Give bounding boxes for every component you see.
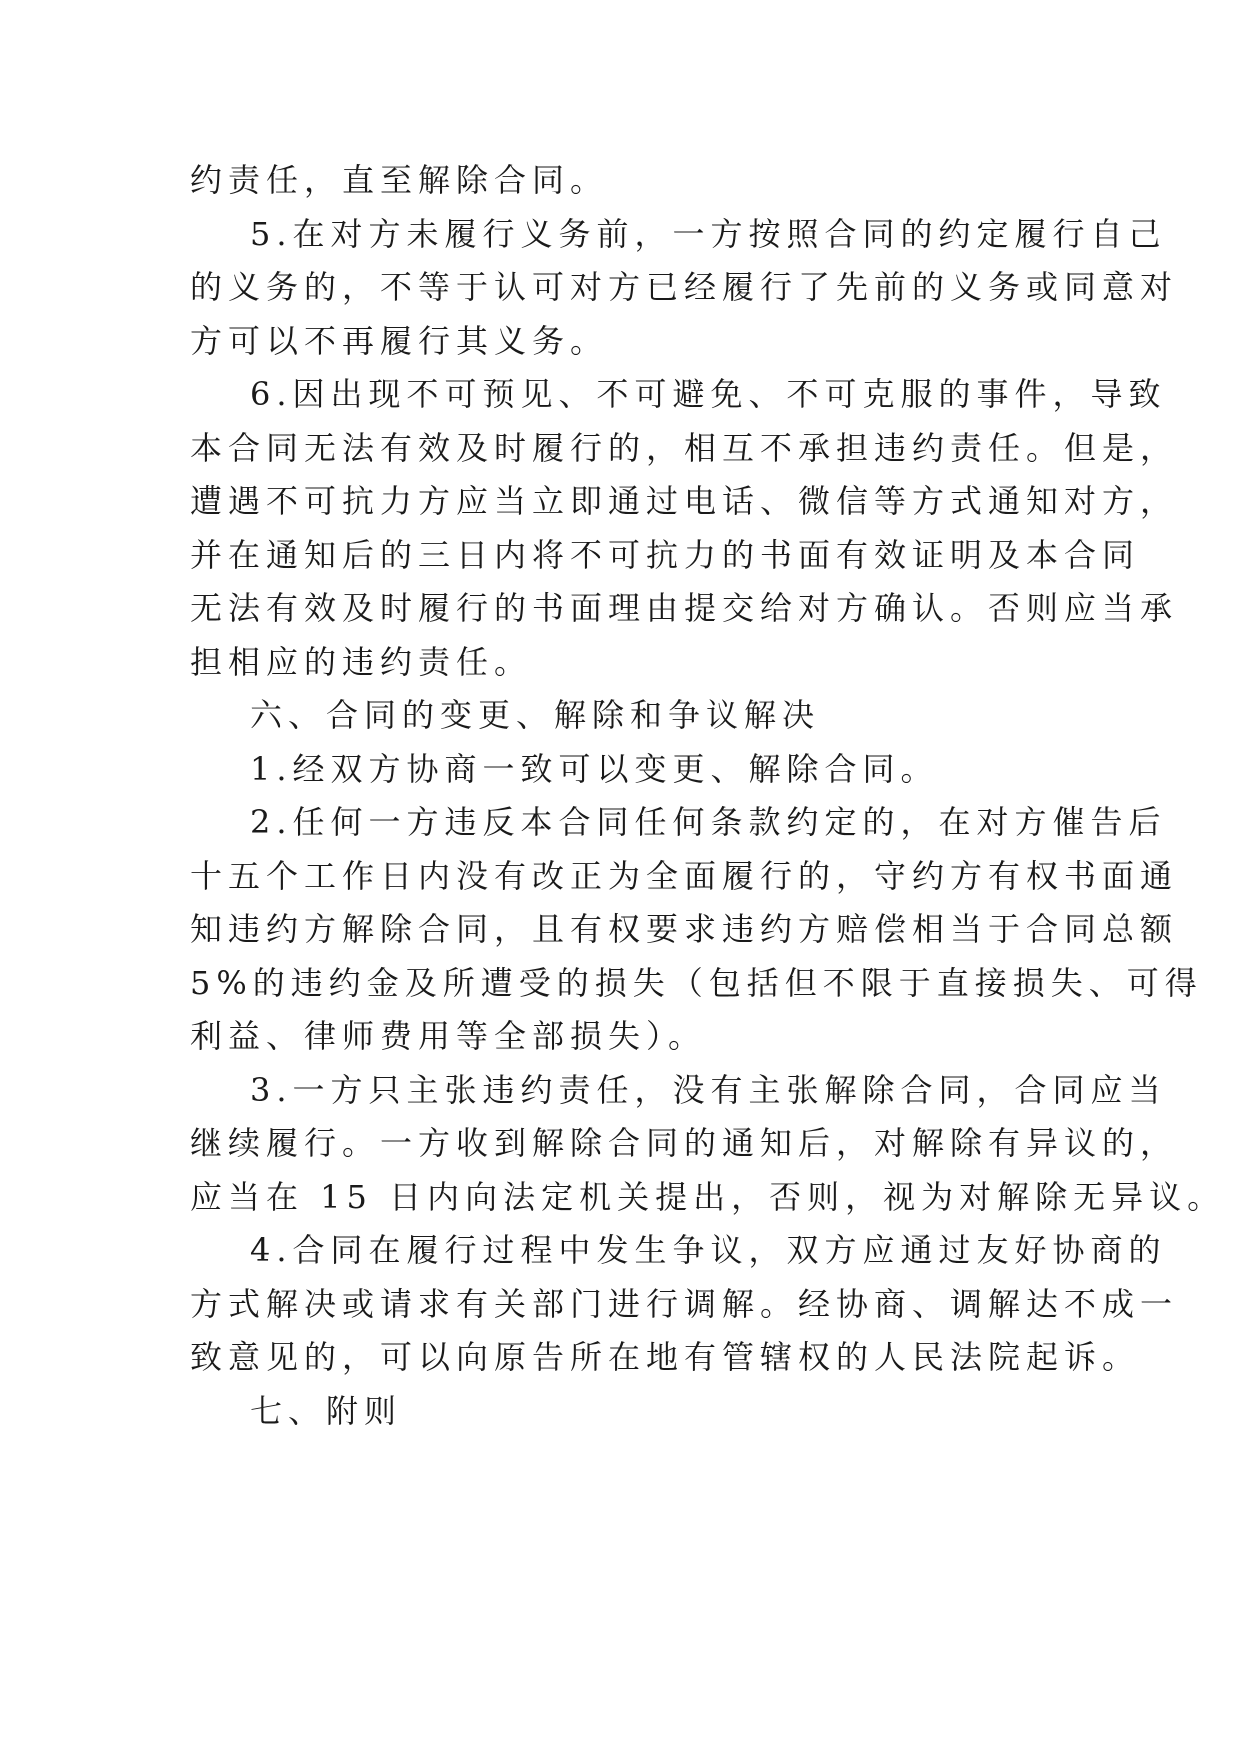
clause-3-line: 3.一方只主张违约责任，没有主张解除合同，合同应当	[250, 1070, 1167, 1109]
text-line: 知违约方解除合同，且有权要求违约方赔偿相当于合同总额	[190, 910, 1179, 948]
text-line: 本合同无法有效及时履行的，相互不承担违约责任。但是，	[190, 428, 1179, 467]
text-line: 担相应的违约责任。	[190, 642, 533, 681]
text-line: 方可以不再履行其义务。	[190, 321, 609, 360]
text-line: 的义务的，不等于认可对方已经履行了先前的义务或同意对	[190, 268, 1179, 306]
text-line: 无法有效及时履行的书面理由提交给对方确认。否则应当承	[190, 589, 1179, 627]
text-line: 5%的违约金及所遭受的损失（包括但不限于直接损失、可得	[190, 963, 1203, 1002]
text-line: 约责任，直至解除合同。	[190, 161, 609, 199]
clause-5-line: 5.在对方未履行义务前，一方按照合同的约定履行自己	[250, 214, 1167, 253]
text-line: 致意见的，可以向原告所在地有管辖权的人民法院起诉。	[190, 1338, 1141, 1376]
document-body	[190, 154, 1226, 1438]
text-line: 应当在 15 日内向法定机关提出，否则，视为对解除无异议。	[190, 1177, 1226, 1216]
section-heading-7: 七、附则	[250, 1391, 403, 1430]
text-line: 利益、律师费用等全部损失）。	[190, 1017, 707, 1055]
clause-1-line: 1.经双方协商一致可以变更、解除合同。	[250, 749, 939, 788]
text-line: 十五个工作日内没有改正为全面履行的，守约方有权书面通	[190, 856, 1179, 895]
section-heading-6: 六、合同的变更、解除和争议解决	[250, 696, 821, 734]
text-line: 继续履行。一方收到解除合同的通知后，对解除有异议的，	[190, 1124, 1179, 1162]
clause-2-line: 2.任何一方违反本合同任何条款约定的，在对方催告后	[250, 803, 1167, 841]
text-line: 遭遇不可抗力方应当立即通过电话、微信等方式通知对方，	[190, 482, 1179, 520]
clause-6-line: 6.因出现不可预见、不可避免、不可克服的事件，导致	[250, 375, 1167, 413]
clause-4-line: 4.合同在履行过程中发生争议，双方应通过友好协商的	[250, 1231, 1167, 1269]
text-line: 并在通知后的三日内将不可抗力的书面有效证明及本合同	[190, 535, 1141, 574]
text-line: 方式解决或请求有关部门进行调解。经协商、调解达不成一	[190, 1284, 1179, 1323]
